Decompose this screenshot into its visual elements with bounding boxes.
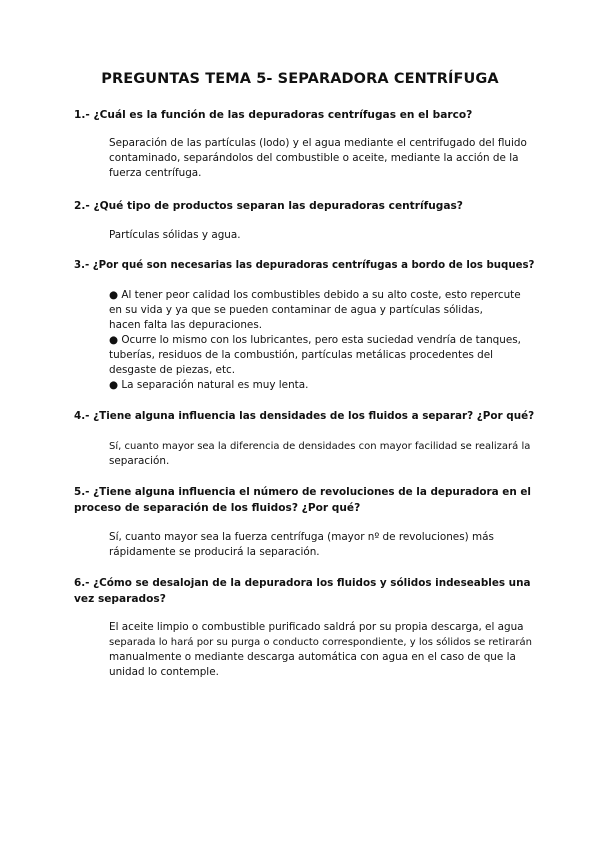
question-3-line-1: 3.- ¿Por qué son necesarias las depuradoras centrífugas a bordo de los buques? <box>74 260 535 271</box>
answer-5-line-1: Sí, cuanto mayor sea la fuerza centrífuga (mayor nº de revoluciones) más <box>109 531 494 543</box>
question-6-line-2: vez separados? <box>74 593 166 605</box>
answer-3-line-3: hacen falta las depuraciones. <box>109 319 263 331</box>
answer-6-line-4: unidad lo contemple. <box>109 666 219 678</box>
answer-6 <box>109 620 534 680</box>
answer-1-line-2: contaminado, separándolos del combustible o aceite, mediante la acción de la <box>109 152 519 164</box>
answer-4 <box>109 439 534 469</box>
question-5-line-2: proceso de separación de los fluidos? ¿Por qué? <box>74 502 361 514</box>
answer-6-line-1: El aceite limpio o combustible purificado saldrá por su propia descarga, el agua <box>109 621 524 633</box>
answer-3-line-6: desgaste de piezas, etc. <box>109 364 236 376</box>
answer-3-line-7: ● La separación natural es muy lenta. <box>109 379 309 391</box>
answer-3-line-2: en su vida y ya que se pueden contaminar de agua y partículas sólidas, <box>109 304 483 316</box>
answer-1-line-3: fuerza centrífuga. <box>109 167 202 179</box>
answer-3-line-4: ● Ocurre lo mismo con los lubricantes, pero esta suciedad vendría de tanques, <box>109 334 521 346</box>
question-4-line-1: 4.- ¿Tiene alguna influencia las densidades de los fluidos a separar? ¿Por qué? <box>74 410 535 422</box>
question-1 <box>74 107 534 123</box>
question-2-line-1: 2.- ¿Qué tipo de productos separan las depuradoras centrífugas? <box>74 200 463 212</box>
answer-5-line-2: rápidamente se producirá la separación. <box>109 546 320 558</box>
question-3 <box>74 258 534 274</box>
answer-2-line-1: Partículas sólidas y agua. <box>109 229 241 241</box>
answer-1-line-1: Separación de las partículas (lodo) y el agua mediante el centrifugado del fluido <box>109 137 527 149</box>
answer-2 <box>109 228 534 243</box>
question-5 <box>74 484 534 516</box>
answer-3-line-5: tuberías, residuos de la combustión, partículas metálicas procedentes del <box>109 349 494 361</box>
question-2 <box>74 198 534 214</box>
answer-3 <box>109 288 534 393</box>
question-4 <box>74 408 534 424</box>
question-5-line-1: 5.- ¿Tiene alguna influencia el número de revoluciones de la depuradora en el <box>74 486 531 498</box>
answer-6-line-2: separada lo hará por su purga o conducto correspondiente, y los sólidos se retirarán <box>109 637 532 648</box>
page-title: PREGUNTAS TEMA 5- SEPARADORA CENTRÍFUGA <box>101 71 499 87</box>
question-6 <box>74 575 534 607</box>
answer-3-line-1: ● Al tener peor calidad los combustibles debido a su alto coste, esto repercute <box>109 289 521 301</box>
answer-5 <box>109 530 534 560</box>
answer-4-line-1: Sí, cuanto mayor sea la diferencia de densidades con mayor facilidad se realizará la <box>109 441 531 452</box>
answer-4-line-2: separación. <box>109 455 170 467</box>
question-6-line-1: 6.- ¿Cómo se desalojan de la depuradora los fluidos y sólidos indeseables una <box>74 577 531 589</box>
question-1-line-1: 1.- ¿Cuál es la función de las depuradoras centrífugas en el barco? <box>74 109 473 121</box>
answer-1 <box>109 136 534 181</box>
answer-6-line-3: manualmente o mediante descarga automática con agua en el caso de que la <box>109 651 516 663</box>
